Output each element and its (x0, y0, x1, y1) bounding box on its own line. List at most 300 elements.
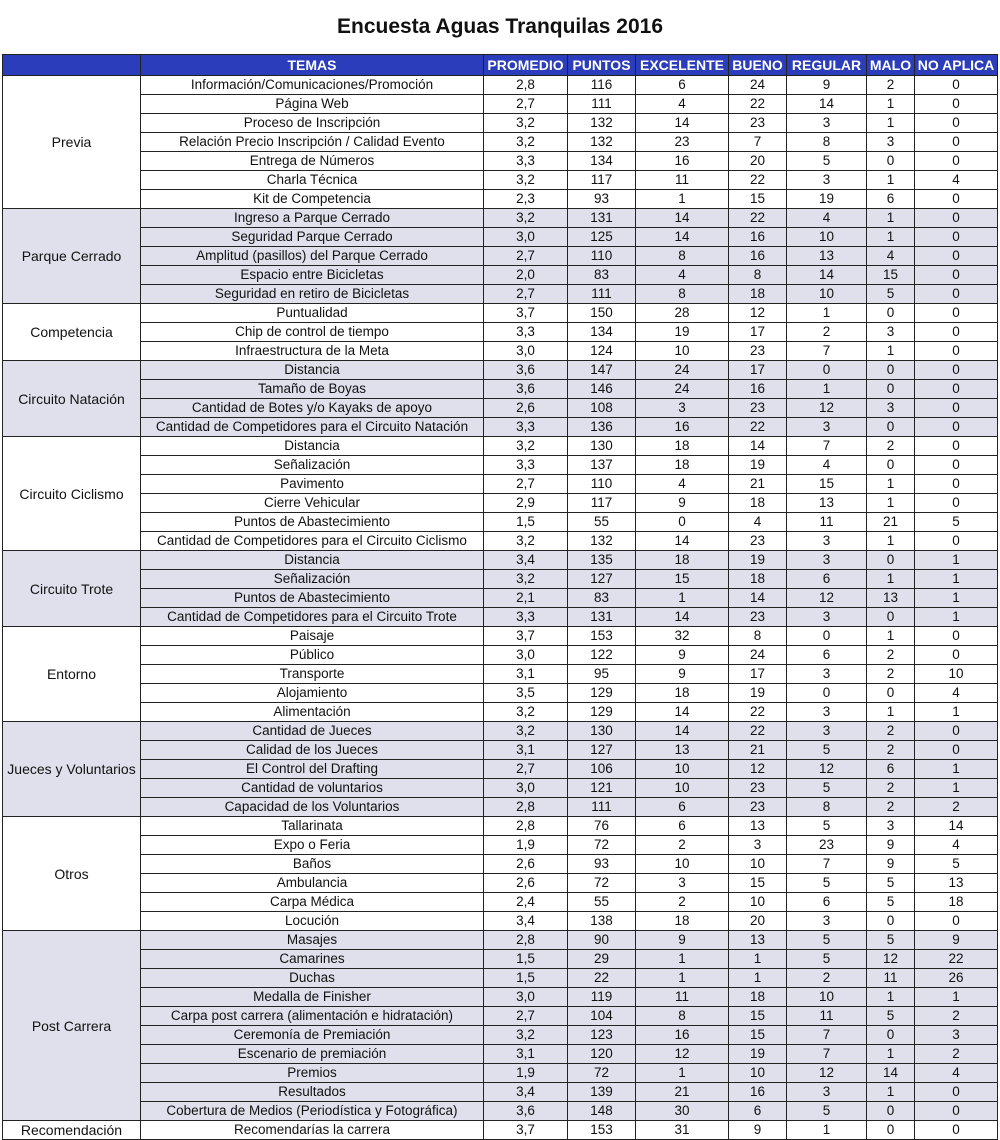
excelente-cell: 6 (636, 798, 729, 817)
regular-cell: 3 (787, 665, 867, 684)
promedio-cell: 3,2 (484, 703, 568, 722)
excelente-cell: 18 (636, 912, 729, 931)
header-puntos: PUNTOS (568, 55, 636, 76)
regular-cell: 5 (787, 931, 867, 950)
bueno-cell: 12 (729, 760, 787, 779)
malo-cell: 1 (867, 627, 915, 646)
malo-cell: 2 (867, 76, 915, 95)
excelente-cell: 31 (636, 1121, 729, 1140)
bueno-cell: 18 (729, 494, 787, 513)
category-cell: Circuito Trote (3, 551, 141, 627)
tema-cell: Alimentación (141, 703, 484, 722)
no-aplica-cell: 4 (915, 1064, 998, 1083)
regular-cell: 3 (787, 171, 867, 190)
category-cell: Otros (3, 817, 141, 931)
survey-body (3, 76, 998, 1140)
regular-cell: 7 (787, 437, 867, 456)
promedio-cell: 2,7 (484, 247, 568, 266)
puntos-cell: 124 (568, 342, 636, 361)
puntos-cell: 22 (568, 969, 636, 988)
header-temas: TEMAS (141, 55, 484, 76)
table-row (3, 1102, 998, 1121)
no-aplica-cell: 2 (915, 1045, 998, 1064)
regular-cell: 0 (787, 627, 867, 646)
no-aplica-cell: 0 (915, 475, 998, 494)
no-aplica-cell: 4 (915, 836, 998, 855)
table-row (3, 1083, 998, 1102)
excelente-cell: 3 (636, 874, 729, 893)
excelente-cell: 6 (636, 817, 729, 836)
malo-cell: 4 (867, 247, 915, 266)
table-row (3, 1064, 998, 1083)
page-title: Encuesta Aguas Tranquilas 2016 (336, 15, 664, 38)
bueno-cell: 24 (729, 76, 787, 95)
table-row (3, 266, 998, 285)
bueno-cell: 10 (729, 893, 787, 912)
regular-cell: 3 (787, 608, 867, 627)
regular-cell: 10 (787, 285, 867, 304)
malo-cell: 0 (867, 1102, 915, 1121)
malo-cell: 1 (867, 475, 915, 494)
tema-cell: Escenario de premiación (141, 1045, 484, 1064)
bueno-cell: 20 (729, 152, 787, 171)
no-aplica-cell: 0 (915, 1102, 998, 1121)
table-row (3, 969, 998, 988)
excelente-cell: 4 (636, 95, 729, 114)
regular-cell: 11 (787, 1007, 867, 1026)
table-row (3, 665, 998, 684)
regular-cell: 8 (787, 133, 867, 152)
table-row (3, 836, 998, 855)
tema-cell: Tamaño de Boyas (141, 380, 484, 399)
malo-cell: 0 (867, 456, 915, 475)
puntos-cell: 146 (568, 380, 636, 399)
excelente-cell: 14 (636, 228, 729, 247)
malo-cell: 1 (867, 532, 915, 551)
puntos-cell: 29 (568, 950, 636, 969)
tema-cell: Chip de control de tiempo (141, 323, 484, 342)
tema-cell: Paisaje (141, 627, 484, 646)
regular-cell: 23 (787, 836, 867, 855)
malo-cell: 1 (867, 1045, 915, 1064)
regular-cell: 3 (787, 551, 867, 570)
puntos-cell: 55 (568, 513, 636, 532)
excelente-cell: 14 (636, 703, 729, 722)
bueno-cell: 18 (729, 285, 787, 304)
promedio-cell: 2,6 (484, 399, 568, 418)
promedio-cell: 1,5 (484, 969, 568, 988)
puntos-cell: 125 (568, 228, 636, 247)
malo-cell: 0 (867, 1026, 915, 1045)
malo-cell: 21 (867, 513, 915, 532)
tema-cell: Resultados (141, 1083, 484, 1102)
no-aplica-cell: 1 (915, 703, 998, 722)
category-cell: Competencia (3, 304, 141, 361)
bueno-cell: 16 (729, 380, 787, 399)
puntos-cell: 72 (568, 874, 636, 893)
regular-cell: 3 (787, 912, 867, 931)
excelente-cell: 10 (636, 779, 729, 798)
puntos-cell: 117 (568, 171, 636, 190)
table-row (3, 494, 998, 513)
table-row (3, 532, 998, 551)
excelente-cell: 19 (636, 323, 729, 342)
regular-cell: 3 (787, 532, 867, 551)
puntos-cell: 147 (568, 361, 636, 380)
regular-cell: 2 (787, 969, 867, 988)
malo-cell: 6 (867, 760, 915, 779)
table-row (3, 1026, 998, 1045)
malo-cell: 14 (867, 1064, 915, 1083)
regular-cell: 7 (787, 1026, 867, 1045)
promedio-cell: 3,6 (484, 1102, 568, 1121)
malo-cell: 9 (867, 855, 915, 874)
regular-cell: 5 (787, 1102, 867, 1121)
excelente-cell: 10 (636, 342, 729, 361)
malo-cell: 1 (867, 703, 915, 722)
puntos-cell: 130 (568, 437, 636, 456)
no-aplica-cell: 0 (915, 361, 998, 380)
promedio-cell: 3,5 (484, 684, 568, 703)
table-row (3, 247, 998, 266)
tema-cell: Proceso de Inscripción (141, 114, 484, 133)
bueno-cell: 10 (729, 1064, 787, 1083)
malo-cell: 1 (867, 209, 915, 228)
puntos-cell: 134 (568, 323, 636, 342)
bueno-cell: 23 (729, 798, 787, 817)
no-aplica-cell: 0 (915, 380, 998, 399)
regular-cell: 11 (787, 513, 867, 532)
excelente-cell: 14 (636, 722, 729, 741)
excelente-cell: 18 (636, 684, 729, 703)
table-row (3, 209, 998, 228)
no-aplica-cell: 0 (915, 494, 998, 513)
promedio-cell: 2,0 (484, 266, 568, 285)
promedio-cell: 2,8 (484, 798, 568, 817)
malo-cell: 3 (867, 399, 915, 418)
table-row (3, 741, 998, 760)
regular-cell: 6 (787, 570, 867, 589)
excelente-cell: 9 (636, 931, 729, 950)
tema-cell: Baños (141, 855, 484, 874)
regular-cell: 19 (787, 190, 867, 209)
tema-cell: Ceremonía de Premiación (141, 1026, 484, 1045)
puntos-cell: 135 (568, 551, 636, 570)
malo-cell: 13 (867, 589, 915, 608)
promedio-cell: 3,0 (484, 228, 568, 247)
no-aplica-cell: 5 (915, 855, 998, 874)
header-no-aplica: NO APLICA (915, 55, 998, 76)
excelente-cell: 1 (636, 950, 729, 969)
table-row (3, 304, 998, 323)
table-row (3, 589, 998, 608)
table-row (3, 1045, 998, 1064)
promedio-cell: 3,2 (484, 722, 568, 741)
no-aplica-cell: 0 (915, 532, 998, 551)
tema-cell: Puntualidad (141, 304, 484, 323)
regular-cell: 14 (787, 95, 867, 114)
no-aplica-cell: 13 (915, 874, 998, 893)
regular-cell: 0 (787, 684, 867, 703)
excelente-cell: 1 (636, 589, 729, 608)
tema-cell: Información/Comunicaciones/Promoción (141, 76, 484, 95)
promedio-cell: 3,7 (484, 304, 568, 323)
regular-cell: 1 (787, 1121, 867, 1140)
bueno-cell: 18 (729, 988, 787, 1007)
tema-cell: Distancia (141, 437, 484, 456)
promedio-cell: 3,1 (484, 1045, 568, 1064)
table-row (3, 114, 998, 133)
tema-cell: Pavimento (141, 475, 484, 494)
bueno-cell: 21 (729, 741, 787, 760)
no-aplica-cell: 2 (915, 1007, 998, 1026)
excelente-cell: 4 (636, 266, 729, 285)
puntos-cell: 139 (568, 1083, 636, 1102)
excelente-cell: 15 (636, 570, 729, 589)
excelente-cell: 6 (636, 76, 729, 95)
excelente-cell: 1 (636, 969, 729, 988)
no-aplica-cell: 0 (915, 418, 998, 437)
tema-cell: Relación Precio Inscripción / Calidad Evento (141, 133, 484, 152)
puntos-cell: 131 (568, 608, 636, 627)
table-row (3, 228, 998, 247)
promedio-cell: 3,1 (484, 741, 568, 760)
promedio-cell: 3,3 (484, 608, 568, 627)
bueno-cell: 24 (729, 646, 787, 665)
regular-cell: 7 (787, 342, 867, 361)
promedio-cell: 3,3 (484, 418, 568, 437)
no-aplica-cell: 0 (915, 95, 998, 114)
no-aplica-cell: 0 (915, 190, 998, 209)
header-excelente: EXCELENTE (636, 55, 729, 76)
table-row (3, 95, 998, 114)
promedio-cell: 1,5 (484, 513, 568, 532)
puntos-cell: 111 (568, 798, 636, 817)
excelente-cell: 4 (636, 475, 729, 494)
no-aplica-cell: 0 (915, 266, 998, 285)
regular-cell: 14 (787, 266, 867, 285)
malo-cell: 3 (867, 817, 915, 836)
no-aplica-cell: 0 (915, 342, 998, 361)
no-aplica-cell: 0 (915, 722, 998, 741)
excelente-cell: 32 (636, 627, 729, 646)
bueno-cell: 23 (729, 399, 787, 418)
bueno-cell: 19 (729, 1045, 787, 1064)
no-aplica-cell: 10 (915, 665, 998, 684)
promedio-cell: 3,0 (484, 779, 568, 798)
puntos-cell: 93 (568, 855, 636, 874)
malo-cell: 3 (867, 323, 915, 342)
regular-cell: 3 (787, 703, 867, 722)
excelente-cell: 12 (636, 1045, 729, 1064)
no-aplica-cell: 1 (915, 760, 998, 779)
puntos-cell: 93 (568, 190, 636, 209)
category-cell: Post Carrera (3, 931, 141, 1121)
puntos-cell: 117 (568, 494, 636, 513)
no-aplica-cell: 1 (915, 608, 998, 627)
tema-cell: Seguridad Parque Cerrado (141, 228, 484, 247)
table-row (3, 893, 998, 912)
tema-cell: Medalla de Finisher (141, 988, 484, 1007)
table-row (3, 760, 998, 779)
excelente-cell: 0 (636, 513, 729, 532)
bueno-cell: 22 (729, 703, 787, 722)
excelente-cell: 11 (636, 171, 729, 190)
tema-cell: Señalización (141, 570, 484, 589)
no-aplica-cell: 1 (915, 570, 998, 589)
table-row (3, 399, 998, 418)
malo-cell: 2 (867, 646, 915, 665)
table-row (3, 684, 998, 703)
table-row (3, 323, 998, 342)
bueno-cell: 22 (729, 95, 787, 114)
promedio-cell: 2,9 (484, 494, 568, 513)
promedio-cell: 3,1 (484, 665, 568, 684)
regular-cell: 1 (787, 380, 867, 399)
no-aplica-cell: 0 (915, 627, 998, 646)
malo-cell: 1 (867, 228, 915, 247)
excelente-cell: 10 (636, 760, 729, 779)
bueno-cell: 22 (729, 209, 787, 228)
promedio-cell: 3,2 (484, 1026, 568, 1045)
no-aplica-cell: 3 (915, 1026, 998, 1045)
malo-cell: 0 (867, 684, 915, 703)
bueno-cell: 17 (729, 323, 787, 342)
puntos-cell: 127 (568, 741, 636, 760)
excelente-cell: 16 (636, 1026, 729, 1045)
promedio-cell: 1,9 (484, 1064, 568, 1083)
excelente-cell: 30 (636, 1102, 729, 1121)
malo-cell: 0 (867, 912, 915, 931)
tema-cell: Duchas (141, 969, 484, 988)
bueno-cell: 23 (729, 608, 787, 627)
bueno-cell: 3 (729, 836, 787, 855)
no-aplica-cell: 5 (915, 513, 998, 532)
table-row (3, 950, 998, 969)
bueno-cell: 19 (729, 456, 787, 475)
malo-cell: 2 (867, 779, 915, 798)
table-row (3, 418, 998, 437)
bueno-cell: 13 (729, 931, 787, 950)
regular-cell: 0 (787, 361, 867, 380)
regular-cell: 10 (787, 988, 867, 1007)
malo-cell: 5 (867, 893, 915, 912)
promedio-cell: 2,7 (484, 1007, 568, 1026)
regular-cell: 5 (787, 152, 867, 171)
promedio-cell: 3,3 (484, 456, 568, 475)
promedio-cell: 3,7 (484, 1121, 568, 1140)
bueno-cell: 16 (729, 247, 787, 266)
promedio-cell: 3,4 (484, 912, 568, 931)
table-row (3, 513, 998, 532)
malo-cell: 0 (867, 152, 915, 171)
regular-cell: 10 (787, 228, 867, 247)
puntos-cell: 111 (568, 285, 636, 304)
excelente-cell: 2 (636, 836, 729, 855)
regular-cell: 3 (787, 722, 867, 741)
tema-cell: Cantidad de Competidores para el Circuito Natación (141, 418, 484, 437)
excelente-cell: 2 (636, 893, 729, 912)
table-row (3, 1121, 998, 1140)
promedio-cell: 1,5 (484, 950, 568, 969)
malo-cell: 0 (867, 361, 915, 380)
no-aplica-cell: 0 (915, 912, 998, 931)
tema-cell: Cierre Vehicular (141, 494, 484, 513)
malo-cell: 9 (867, 836, 915, 855)
puntos-cell: 132 (568, 133, 636, 152)
excelente-cell: 18 (636, 437, 729, 456)
category-cell: Entorno (3, 627, 141, 722)
puntos-cell: 72 (568, 1064, 636, 1083)
regular-cell: 12 (787, 589, 867, 608)
tema-cell: Masajes (141, 931, 484, 950)
bueno-cell: 1 (729, 969, 787, 988)
tema-cell: Puntos de Abastecimiento (141, 589, 484, 608)
no-aplica-cell: 0 (915, 399, 998, 418)
tema-cell: Calidad de los Jueces (141, 741, 484, 760)
excelente-cell: 14 (636, 114, 729, 133)
excelente-cell: 9 (636, 494, 729, 513)
excelente-cell: 24 (636, 361, 729, 380)
no-aplica-cell: 0 (915, 323, 998, 342)
tema-cell: Señalización (141, 456, 484, 475)
tema-cell: Cantidad de Botes y/o Kayaks de apoyo (141, 399, 484, 418)
tema-cell: Cobertura de Medios (Periodística y Fotográfica) (141, 1102, 484, 1121)
tema-cell: Espacio entre Bicicletas (141, 266, 484, 285)
table-row (3, 361, 998, 380)
no-aplica-cell: 1 (915, 988, 998, 1007)
excelente-cell: 14 (636, 608, 729, 627)
excelente-cell: 14 (636, 532, 729, 551)
regular-cell: 12 (787, 1064, 867, 1083)
tema-cell: Kit de Competencia (141, 190, 484, 209)
tema-cell: Seguridad en retiro de Bicicletas (141, 285, 484, 304)
header-regular: REGULAR (787, 55, 867, 76)
bueno-cell: 16 (729, 1083, 787, 1102)
promedio-cell: 3,2 (484, 532, 568, 551)
tema-cell: Ingreso a Parque Cerrado (141, 209, 484, 228)
bueno-cell: 19 (729, 684, 787, 703)
bueno-cell: 23 (729, 114, 787, 133)
bueno-cell: 7 (729, 133, 787, 152)
tema-cell: Distancia (141, 551, 484, 570)
excelente-cell: 16 (636, 418, 729, 437)
no-aplica-cell: 1 (915, 589, 998, 608)
tema-cell: Camarines (141, 950, 484, 969)
tema-cell: Amplitud (pasillos) del Parque Cerrado (141, 247, 484, 266)
excelente-cell: 13 (636, 741, 729, 760)
table-row (3, 722, 998, 741)
excelente-cell: 8 (636, 247, 729, 266)
regular-cell: 15 (787, 475, 867, 494)
regular-cell: 12 (787, 399, 867, 418)
promedio-cell: 3,4 (484, 551, 568, 570)
malo-cell: 2 (867, 437, 915, 456)
excelente-cell: 11 (636, 988, 729, 1007)
puntos-cell: 95 (568, 665, 636, 684)
regular-cell: 4 (787, 209, 867, 228)
tema-cell: Distancia (141, 361, 484, 380)
malo-cell: 1 (867, 342, 915, 361)
bueno-cell: 17 (729, 665, 787, 684)
puntos-cell: 123 (568, 1026, 636, 1045)
bueno-cell: 13 (729, 817, 787, 836)
malo-cell: 1 (867, 494, 915, 513)
excelente-cell: 14 (636, 209, 729, 228)
excelente-cell: 21 (636, 1083, 729, 1102)
regular-cell: 13 (787, 247, 867, 266)
excelente-cell: 8 (636, 1007, 729, 1026)
